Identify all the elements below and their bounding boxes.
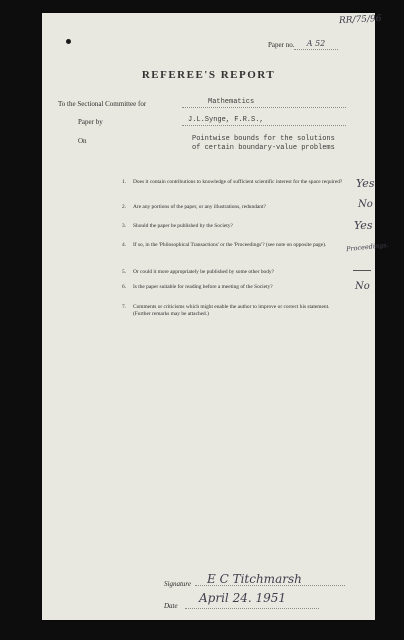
punch-hole-mark — [66, 39, 71, 44]
sectional-committee-value: Mathematics — [182, 98, 346, 108]
answer-q3: Yes — [354, 219, 373, 232]
question-text: If so, in the 'Philosophical Transactions' or the 'Proceedings'? (see note on opposite page). — [133, 242, 327, 248]
paper-no-value: A 52 — [294, 39, 338, 50]
question-text: Does it contain contributions to knowledge of sufficient scientific interest for the space required? — [133, 179, 343, 185]
paper-by-label: Paper by — [78, 118, 103, 126]
referee-report-sheet — [42, 13, 390, 620]
answer-q1: Yes — [356, 177, 375, 190]
sectional-committee-label: To the Sectional Committee for — [58, 100, 147, 108]
question-text: Or could it more appropriately be published by some other body? — [133, 269, 275, 275]
paper-by-value: J.L.Synge, F.R.S., — [182, 116, 346, 126]
answer-q6: No — [355, 281, 370, 292]
signature-value: E C Titchmarsh — [195, 572, 345, 586]
signature-label: Signature — [164, 580, 191, 588]
page-title: REFEREE'S REPORT — [141, 69, 276, 81]
question-text: Is the paper suitable for reading before a meeting of the Society? — [133, 284, 273, 290]
question-number: 3. — [122, 223, 127, 229]
question-number: 1. — [122, 179, 127, 185]
answer-q5-dash — [353, 270, 371, 271]
question-text: Should the paper be published by the Society? — [133, 223, 233, 229]
question-number: 7. — [122, 304, 127, 310]
question-number: 2. — [122, 204, 127, 210]
question-number: 6. — [122, 284, 127, 290]
paper-on-label: On — [78, 137, 87, 145]
answer-q4: Proceedings. — [345, 240, 390, 254]
paper-title-value: Pointwise bounds for the solutions of certain boundary-value problems — [192, 135, 335, 152]
question-text: Comments or criticisms which might enable the author to improve or correct his statement. (Further remarks may be attached.) — [133, 304, 330, 317]
paper-no-label: Paper no. — [268, 41, 295, 49]
question-number: 4. — [122, 242, 127, 248]
question-number: 5. — [122, 269, 127, 275]
date-label: Date — [164, 602, 178, 610]
answer-q2: No — [358, 199, 373, 210]
question-text: Are any portions of the paper, or any illustrations, redundant? — [133, 204, 266, 210]
date-value: April 24. 1951 — [185, 591, 319, 609]
archive-reference: RR/75/96 — [338, 13, 382, 27]
